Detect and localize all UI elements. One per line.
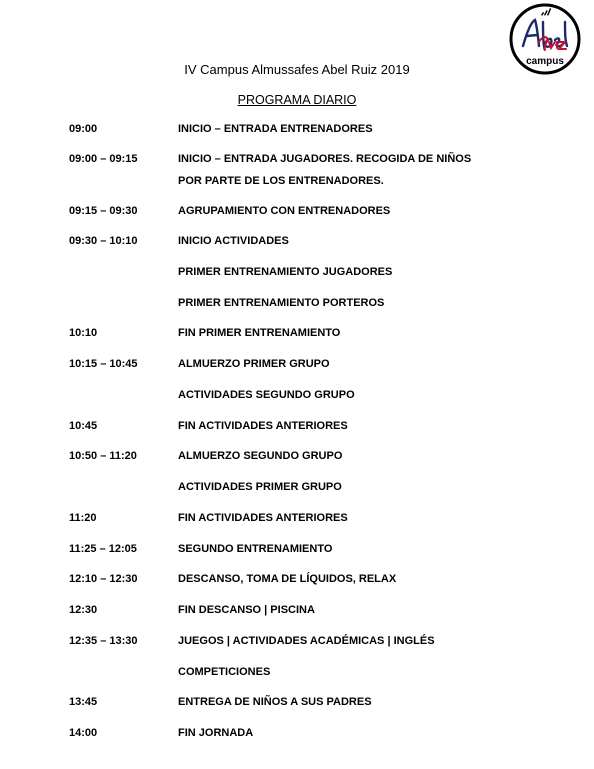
- schedule-activity: ENTREGA DE NIÑOS A SUS PADRES: [178, 696, 372, 708]
- schedule-activity: FIN ACTIVIDADES ANTERIORES: [178, 512, 348, 524]
- schedule-activity: ACTIVIDADES PRIMER GRUPO: [178, 481, 342, 493]
- schedule-activity: INICIO – ENTRADA ENTRENADORES: [178, 123, 373, 135]
- schedule-time: 12:30: [69, 604, 98, 616]
- schedule-time: 14:00: [69, 727, 98, 739]
- schedule-activity: COMPETICIONES: [178, 666, 271, 678]
- schedule-activity: ALMUERZO PRIMER GRUPO: [178, 358, 330, 370]
- schedule-activity: PRIMER ENTRENAMIENTO JUGADORES: [178, 266, 393, 278]
- schedule-activity: FIN JORNADA: [178, 727, 254, 739]
- schedule-activity: SEGUNDO ENTRENAMIENTO: [178, 543, 333, 555]
- schedule-activity: FIN DESCANSO | PISCINA: [178, 604, 315, 616]
- schedule-activity: AGRUPAMIENTO CON ENTRENADORES: [178, 205, 391, 217]
- schedule-time: 12:10 – 12:30: [69, 573, 138, 585]
- schedule-time: 12:35 – 13:30: [69, 635, 138, 647]
- schedule-time: 09:00 – 09:15: [69, 153, 138, 165]
- schedule-time: 10:45: [69, 420, 98, 432]
- schedule-activity: FIN ACTIVIDADES ANTERIORES: [178, 420, 348, 432]
- schedule-time: 09:00: [69, 123, 98, 135]
- schedule-time: 11:20: [69, 512, 97, 524]
- schedule-activity: ALMUERZO SEGUNDO GRUPO: [178, 450, 343, 462]
- schedule-time: 09:30 – 10:10: [69, 235, 138, 247]
- section-heading: PROGRAMA DIARIO: [237, 93, 357, 107]
- logo-caption: campus: [526, 56, 564, 67]
- schedule-activity: DESCANSO, TOMA DE LÍQUIDOS, RELAX: [178, 573, 397, 585]
- schedule-activity: FIN PRIMER ENTRENAMIENTO: [178, 327, 341, 339]
- schedule-time: 13:45: [69, 696, 98, 708]
- schedule-activity: JUEGOS | ACTIVIDADES ACADÉMICAS | INGLÉS: [178, 635, 435, 647]
- schedule-time: 10:10: [69, 327, 98, 339]
- document-title: IV Campus Almussafes Abel Ruiz 2019: [184, 62, 410, 77]
- schedule-activity: INICIO ACTIVIDADES: [178, 235, 289, 247]
- schedule-time: 11:25 – 12:05: [69, 543, 137, 555]
- schedule-time: 09:15 – 09:30: [69, 205, 138, 217]
- schedule-activity: INICIO – ENTRADA JUGADORES. RECOGIDA DE NIÑOS POR PARTE DE LOS ENTRENADORES.: [178, 153, 472, 187]
- schedule-time: 10:50 – 11:20: [69, 450, 137, 462]
- schedule-activity: PRIMER ENTRENAMIENTO PORTEROS: [178, 297, 385, 309]
- schedule-activity: ACTIVIDADES SEGUNDO GRUPO: [178, 389, 355, 401]
- schedule-time: 10:15 – 10:45: [69, 358, 138, 370]
